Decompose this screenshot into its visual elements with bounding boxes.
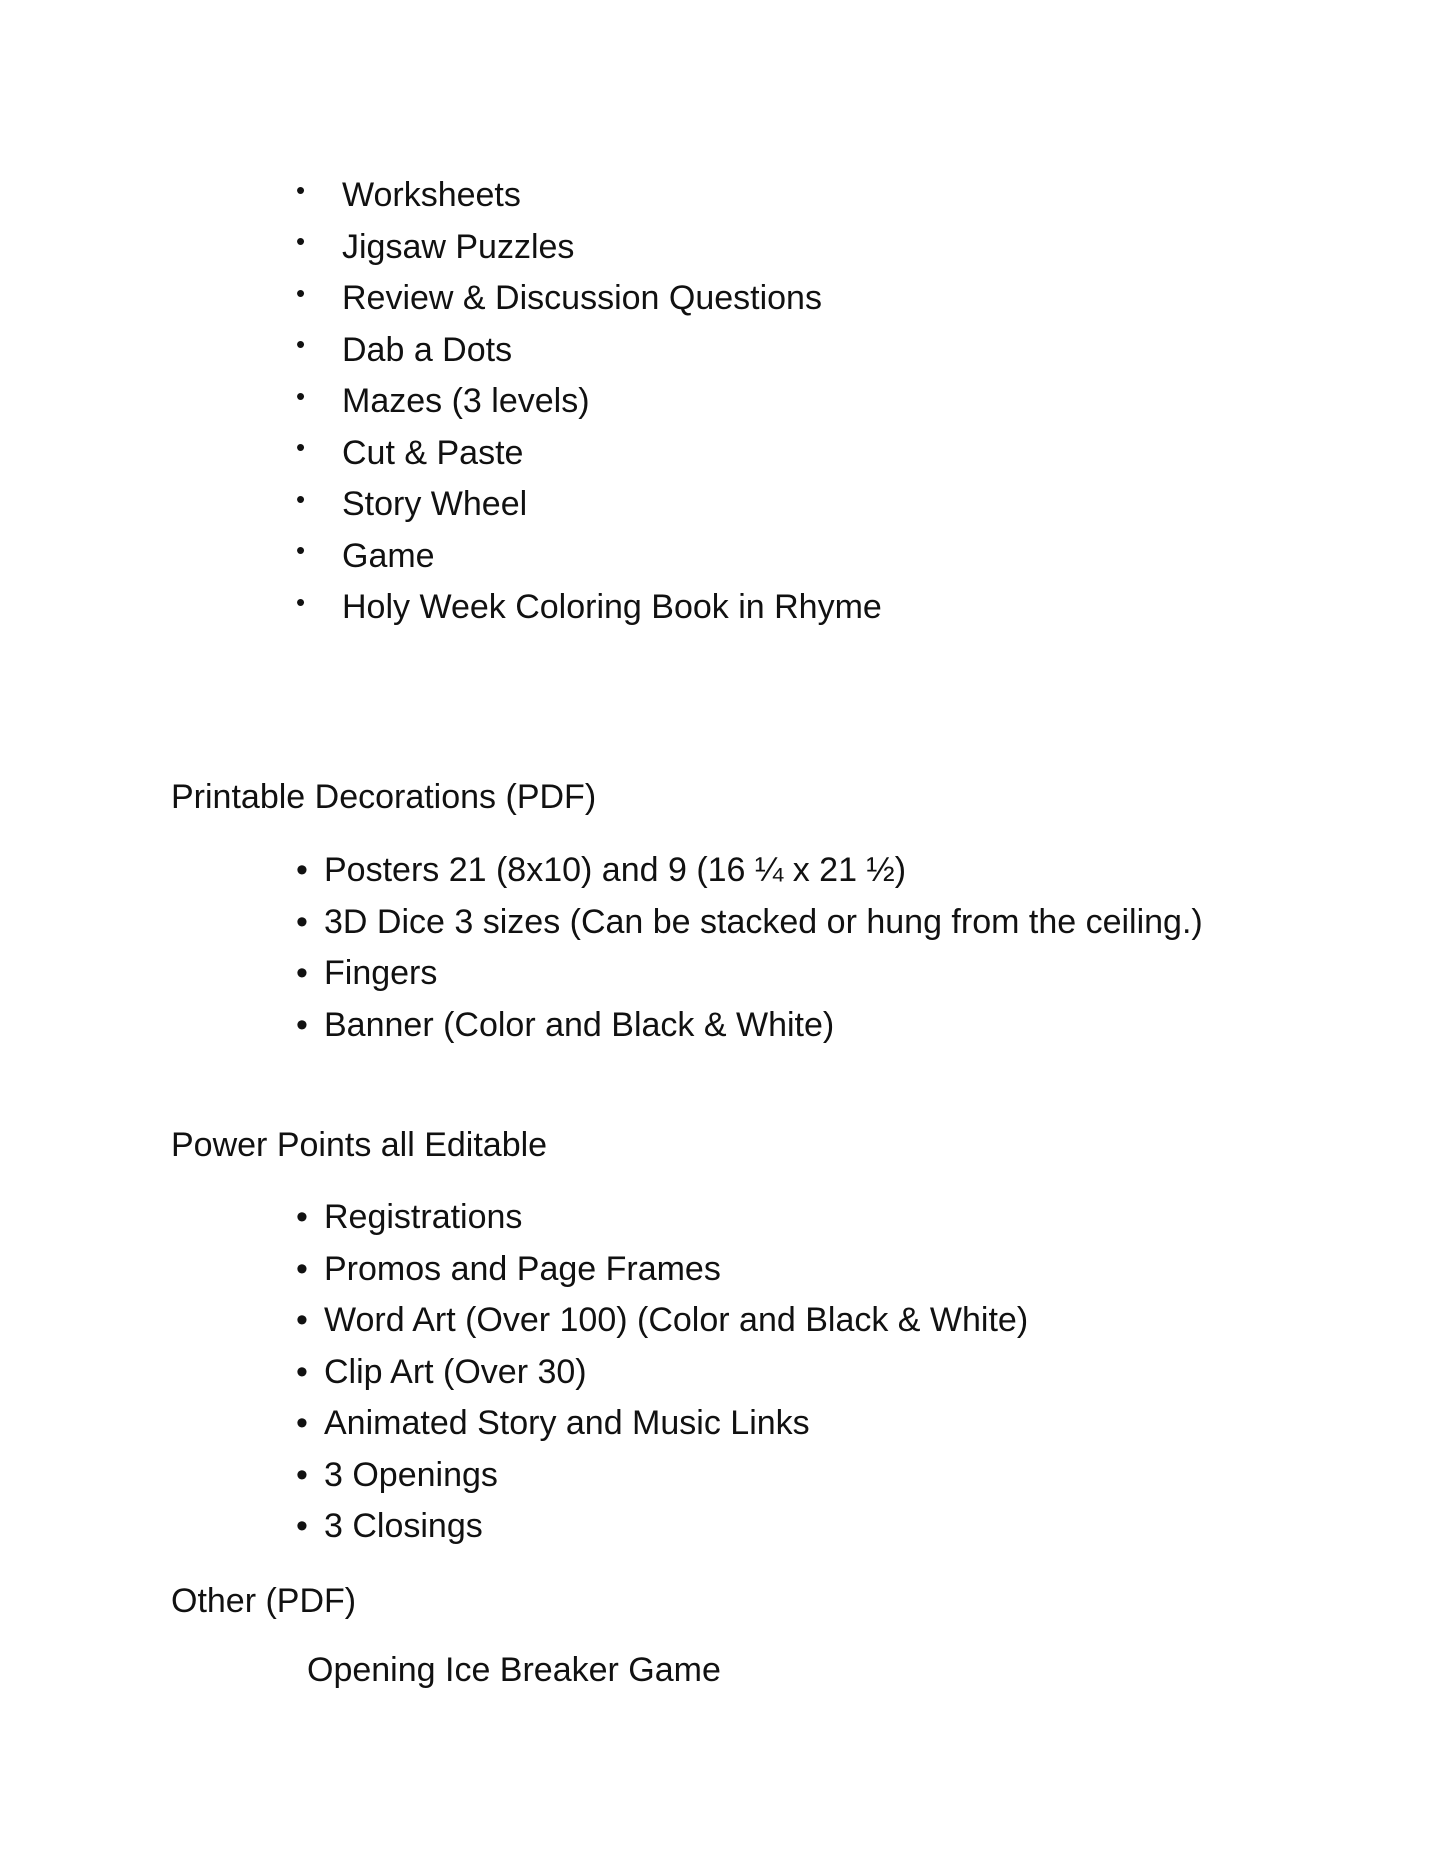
list-item-label: Cut & Paste xyxy=(342,433,524,472)
bullet-icon: • xyxy=(296,380,306,411)
list-item-label: Word Art (Over 100) (Color and Black & White) xyxy=(324,1301,1029,1340)
list-item xyxy=(296,222,882,274)
bullet-icon: • xyxy=(296,1455,308,1494)
list-item xyxy=(296,582,882,634)
list-item-label: Fingers xyxy=(324,954,438,993)
bullet-icon: • xyxy=(296,174,306,205)
list-item xyxy=(296,1347,1028,1399)
list-item-label: Story Wheel xyxy=(342,485,528,524)
bullet-icon: • xyxy=(296,483,306,514)
bullet-icon: • xyxy=(296,1404,308,1443)
bullet-icon: • xyxy=(296,851,308,890)
list-item xyxy=(296,479,882,531)
bullet-icon: • xyxy=(296,586,306,617)
section-heading-powerpoints: Power Points all Editable xyxy=(171,1126,548,1164)
list-item-label: Worksheets xyxy=(342,176,521,215)
list-item-label: 3 Closings xyxy=(324,1507,483,1546)
list-item-label: 3 Openings xyxy=(324,1455,498,1494)
activities-list xyxy=(296,170,882,634)
list-item xyxy=(296,845,1203,897)
list-item-label: Banner (Color and Black & White) xyxy=(324,1005,835,1044)
list-item-label: Review & Discussion Questions xyxy=(342,279,822,318)
bullet-icon: • xyxy=(296,954,308,993)
list-item xyxy=(296,170,882,222)
list-item xyxy=(296,1295,1028,1347)
section-heading-other: Other (PDF) xyxy=(171,1582,357,1620)
powerpoints-list xyxy=(296,1192,1028,1553)
list-item-label: Posters 21 (8x10) and 9 (16 ¼ x 21 ½) xyxy=(324,851,907,890)
list-item-label: 3D Dice 3 sizes (Can be stacked or hung from the ceiling.) xyxy=(324,902,1203,941)
list-item xyxy=(296,428,882,480)
bullet-icon: • xyxy=(296,1507,308,1546)
other-line: Opening Ice Breaker Game xyxy=(307,1651,721,1689)
list-item xyxy=(296,273,882,325)
list-item xyxy=(296,897,1203,949)
list-item-label: Promos and Page Frames xyxy=(324,1249,721,1288)
list-item-label: Game xyxy=(342,536,435,575)
decorations-list xyxy=(296,845,1203,1051)
list-item-label: Mazes (3 levels) xyxy=(342,382,590,421)
list-item-label: Jigsaw Puzzles xyxy=(342,227,575,266)
list-item xyxy=(296,1398,1028,1450)
bullet-icon: • xyxy=(296,1249,308,1288)
list-item-label: Clip Art (Over 30) xyxy=(324,1352,587,1391)
list-item xyxy=(296,531,882,583)
bullet-icon: • xyxy=(296,329,306,360)
list-item xyxy=(296,1244,1028,1296)
bullet-icon: • xyxy=(296,1005,308,1044)
bullet-icon: • xyxy=(296,226,306,257)
list-item-label: Animated Story and Music Links xyxy=(324,1404,810,1443)
bullet-icon: • xyxy=(296,432,306,463)
list-item xyxy=(296,1192,1028,1244)
bullet-icon: • xyxy=(296,535,306,566)
bullet-icon: • xyxy=(296,277,306,308)
list-item xyxy=(296,948,1203,1000)
list-item xyxy=(296,376,882,428)
list-item xyxy=(296,1450,1028,1502)
list-item xyxy=(296,325,882,377)
bullet-icon: • xyxy=(296,902,308,941)
bullet-icon: • xyxy=(296,1352,308,1391)
list-item-label: Dab a Dots xyxy=(342,330,513,369)
list-item xyxy=(296,1000,1203,1052)
bullet-icon: • xyxy=(296,1198,308,1237)
list-item xyxy=(296,1501,1028,1553)
section-heading-decorations: Printable Decorations (PDF) xyxy=(171,778,597,816)
list-item-label: Holy Week Coloring Book in Rhyme xyxy=(342,588,882,627)
bullet-icon: • xyxy=(296,1301,308,1340)
list-item-label: Registrations xyxy=(324,1198,523,1237)
